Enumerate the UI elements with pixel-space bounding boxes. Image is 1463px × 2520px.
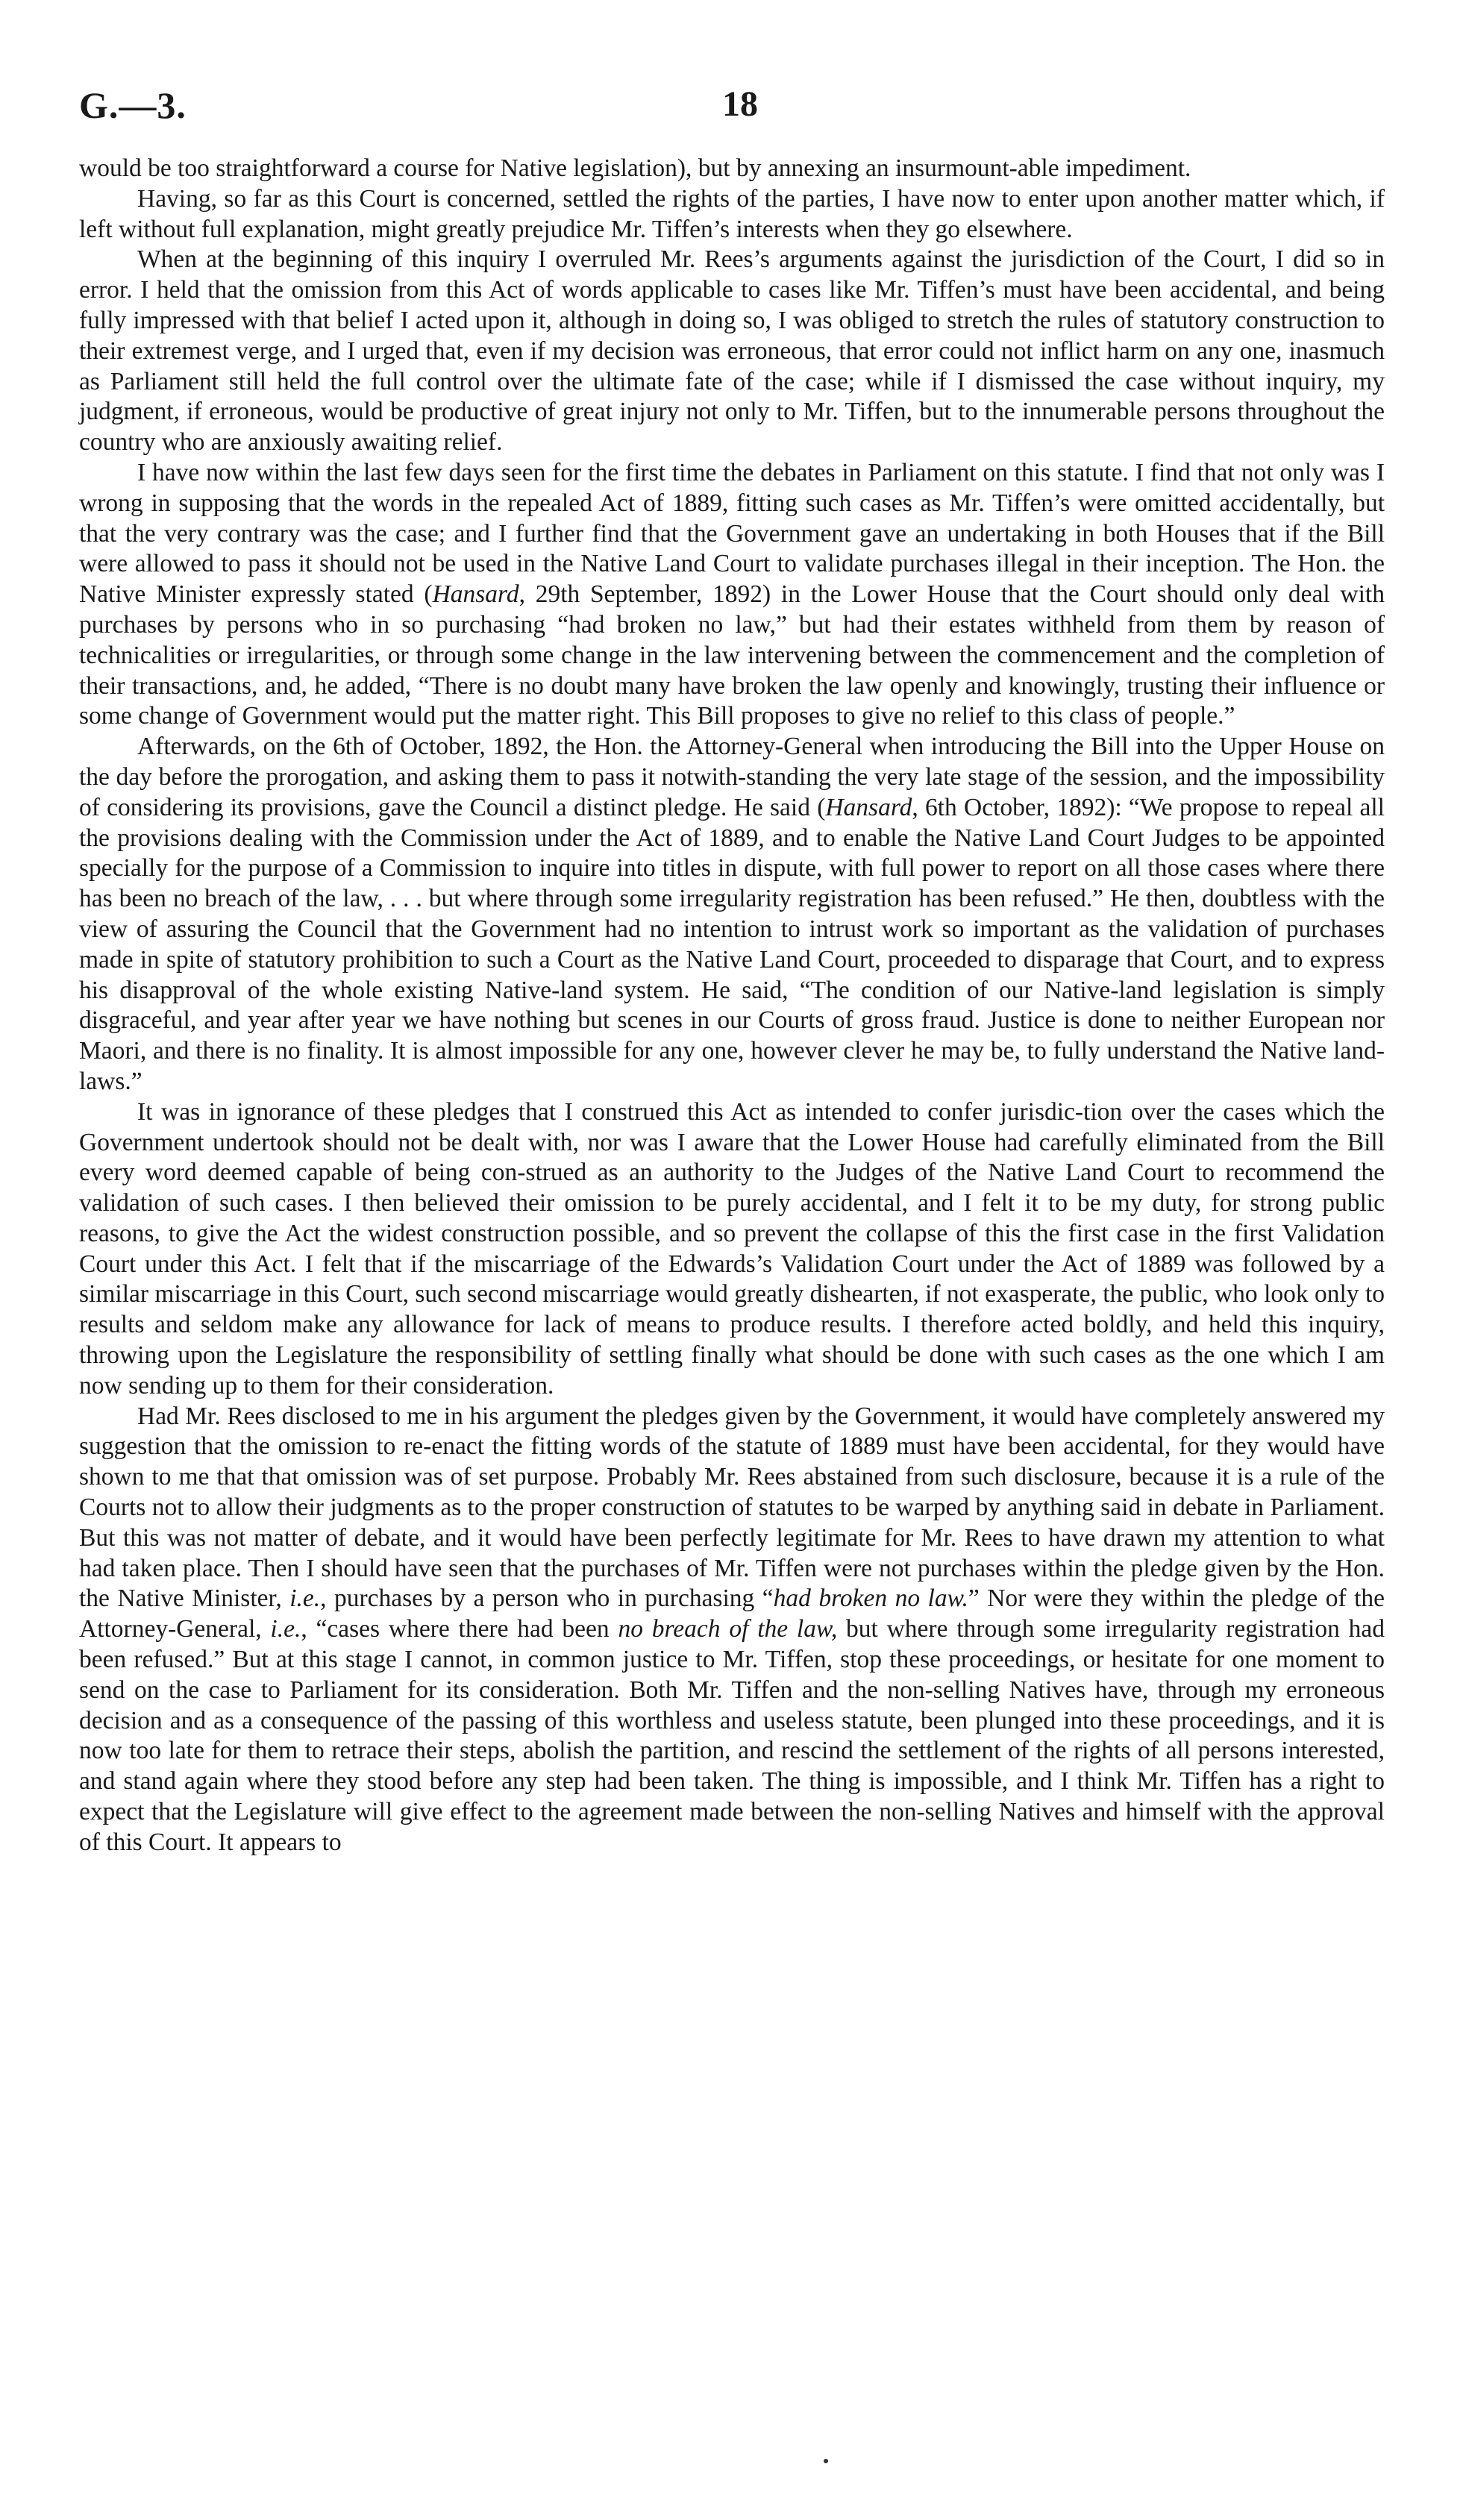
paragraph-parliament-debates [79,458,1385,732]
page-number: 18 [722,84,758,124]
italic-quote: no breach of the law, [618,1615,838,1643]
print-speck [824,2459,828,2463]
paragraph-attorney-general-pledge [79,732,1385,1097]
italic-ie: i.e. [270,1615,301,1643]
citation-hansard: Hansard [825,793,912,821]
paragraph-ignorance-of-pledges [79,1097,1385,1402]
page-header [79,84,1385,136]
paragraph-jurisdiction-error [79,245,1385,458]
document-body [79,154,1385,1858]
paragraph-text: Afterwards, on the 6th of October, 1892, the Hon. the Attorney-General when introducing the Bill into the Upper House on the day before the prorogation, and asking them to pass it notwith-standing the very late stage of the session, and the impossibility of considering its provisions, gave the Council a distinct pledge. He said ( [79,733,1385,821]
paragraph-text: , purchases by a person who in purchasing “ [320,1585,774,1613]
paragraph-rights-settled [79,184,1385,245]
paragraph-text: , 6th October, 1892): “We propose to repeal all the provisions dealing with the Commission under the Act of 1889, and to enable the Native Land Court Judges to be appointed specially for the purpose of a Commission to inquire into titles in dispute, with full power to report on all those cases where there has been no breach of the law, . . . but where through some irregularity registration has been refused.” He then, doubtless with the view of assuring the Council that the Government had no intention to intrust work so important as the validation of purchases made in spite of statutory prohibition to such a Court as the Native Land Court, proceeded to disparage that Court, and to express his disapproval of the whole existing Native-land system. He said, “The condition of our Native-land legislation is simply disgraceful, and year after year we have nothing but scenes in our Courts of gross fraud. Justice is done to neither European nor Maori, and there is no finality. It is almost impossible for any one, however clever he may be, to fully understand the Native land-laws.” [79,793,1385,1095]
paragraph-text: ” Nor were they within the pledge of the Attorney-General, [79,1585,1385,1643]
citation-hansard: Hansard [432,580,519,609]
paragraph-text: Had Mr. Rees disclosed to me in his argument the pledges given by the Government, it would have completely answered my suggestion that the omission to re-enact the fitting words of the statute of 1889 must have been accidental, for they would have shown to me that that omission was of set purpose. Probably Mr. Rees abstained from such disclosure, because it is a rule of the Courts not to allow their judgments as to the proper construction of statutes to be warped by anything said in debate in Parliament. But this was not matter of debate, and it would have been perfectly legitimate for Mr. Rees to have drawn my attention to what had taken place. Then I should have seen that the purchases of Mr. Tiffen were not purchases within the pledge given by the Hon. the Native Minister, [79,1402,1385,1613]
document-reference: G.—3. [79,84,187,126]
paragraph-continuation [79,154,1385,184]
paragraph-text: would be too straightforward a course for Native legislation), but by annexing an insurmount-able impediment. [79,154,1191,182]
paragraph-text: Having, so far as this Court is concerned, settled the rights of the parties, I have now to enter upon another matter which, if left without full explanation, might greatly prejudice Mr. Tiffen’s interests when they go elsewhere. [79,184,1385,243]
italic-ie: i.e. [289,1585,321,1613]
paragraph-text: It was in ignorance of these pledges that I construed this Act as intended to confer jurisdic-tion over the cases which the Government undertook should not be dealt with, nor was I aware that the Lower House had carefully eliminated from the Bill every word deemed capable of being con-strued as an authority to the Judges of the Native Land Court to recommend the validation of such cases. I then believed their omission to be purely accidental, and I felt it to be my duty, for strong public reasons, to give the Act the widest construction possible, and so prevent the collapse of this the first case in the first Validation Court under this Act. I felt that if the miscarriage of the Edwards’s Validation Court under the Act of 1889 was followed by a similar miscarriage in this Court, such second miscarriage would greatly dishearten, if not exasperate, the public, who look only to results and seldom make any allowance for lack of means to produce results. I therefore acted boldly, and held this inquiry, throwing upon the Legislature the responsibility of settling finally what should be done with such cases as the one which I am now sending up to them for their consideration. [79,1097,1385,1400]
paragraph-text: , 29th September, 1892) in the Lower House that the Court should only deal with purchases by persons who in so purchasing “had broken no law,” but had their estates withheld from them by reason of technicalities or irregularities, or through some change in the law intervening between the commencement and the completion of their transactions, and, he added, “There is no doubt many have broken the law openly and knowingly, trusting their influence or some change of Government would put the matter right. This Bill proposes to give no relief to this class of people.” [79,580,1385,730]
paragraph-text: , “cases where there had been [301,1615,618,1643]
italic-quote: had broken no law. [773,1585,968,1613]
paragraph-text: When at the beginning of this inquiry I overruled Mr. Rees’s arguments against the jurisdiction of the Court, I did so in error. I held that the omission from this Act of words applicable to cases like Mr. Tiffen’s must have been accidental, and being fully impressed with that belief I acted upon it, although in doing so, I was obliged to stretch the rules of statutory construction to their extremest verge, and I urged that, even if my decision was erroneous, that error could not inflict harm on any one, inasmuch as Parliament still held the full control over the ultimate fate of the case; while if I dismissed the case without inquiry, my judgment, if erroneous, would be productive of great injury not only to Mr. Tiffen, but to the innumerable persons throughout the country who are anxiously awaiting relief. [79,245,1385,457]
paragraph-text: I have now within the last few days seen for the first time the debates in Parliament on this statute. I find that not only was I wrong in supposing that the words in the repealed Act of 1889, fitting such cases as Mr. Tiffen’s were omitted accidentally, but that the very contrary was the case; and I further find that the Government gave an undertaking in both Houses that if the Bill were allowed to pass it should not be used in the Native Land Court to validate purchases illegal in their inception. The Hon. the Native Minister expressly stated ( [79,458,1385,609]
paragraph-text: but where through some irregularity registration had been refused.” But at this stage I cannot, in common justice to Mr. Tiffen, stop these proceedings, or hesitate for one moment to send on the case to Parliament for its consideration. Both Mr. Tiffen and the non-selling Natives have, through my erroneous decision and as a consequence of the passing of this worthless and useless statute, been plunged into these proceedings, and it is now too late for them to retrace their steps, abolish the partition, and rescind the settlement of the rights of all persons interested, and stand again where they stood before any step had been taken. The thing is impossible, and I think Mr. Tiffen has a right to expect that the Legislature will give effect to the agreement made between the non-selling Natives and himself with the approval of this Court. It appears to [79,1615,1385,1856]
paragraph-rees-disclosure [79,1402,1385,1858]
